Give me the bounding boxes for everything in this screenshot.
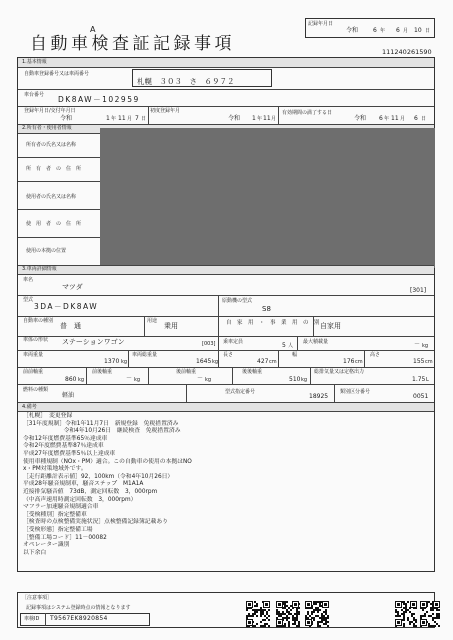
maker-label: 車名	[23, 277, 34, 283]
expiry-era: 令和	[354, 115, 367, 122]
record-date-day: 10	[414, 27, 422, 34]
max-load-unit: kg	[422, 343, 429, 349]
inspection-id-label: 車検ID	[24, 616, 40, 622]
remark-line: ［整備工場コード］11－00082	[23, 534, 107, 541]
width-unit: cm	[355, 359, 363, 365]
shape-label: 車体の形状	[23, 337, 49, 343]
engine-label: 原動機の型式	[222, 298, 253, 304]
maker-code: [301]	[410, 287, 427, 294]
fuel-label: 燃料の種類	[23, 387, 49, 393]
first-reg-month-unit: 月	[127, 116, 133, 122]
record-date-month-unit: 月	[403, 28, 409, 34]
remark-line: x・PM対策地域外です。	[23, 466, 87, 473]
remark-line: ［31年度規制］令和1年11月7日 新規登録 免税措置済み	[23, 420, 179, 427]
vehicle-weight-label: 車両重量	[23, 352, 44, 358]
kind-value: 普 通	[60, 322, 81, 330]
first-reg-month: 11	[118, 115, 126, 122]
capacity-unit: 人	[288, 343, 294, 349]
expiry-month-unit: 月	[400, 116, 406, 122]
owner-name-label: 所有者の氏名又は名称	[26, 142, 77, 148]
chassis-value: DK8AW－102959	[58, 95, 140, 104]
expiry-year-unit: 年	[384, 116, 390, 122]
first-year-year: 1	[252, 115, 256, 122]
engine-value: S8	[262, 305, 271, 313]
rear-rear-axle-label: 後後軸重	[242, 369, 263, 375]
section-1-title: 1.基本情報	[22, 59, 47, 65]
first-reg-day: 7	[135, 115, 139, 122]
section-2-title: 2.所有者・使用者情報	[22, 125, 72, 131]
vehicle-weight-value: 1370	[104, 358, 120, 365]
expiry-month: 11	[391, 115, 399, 122]
height-unit: cm	[425, 359, 433, 365]
max-load-label: 最大積載量	[303, 339, 329, 345]
designation-number-value: 18925	[309, 393, 329, 400]
front-front-axle-unit: kg	[78, 377, 85, 383]
business-use-value: 自家用	[320, 322, 341, 330]
remark-line: ［札幌］ 変更登録	[23, 413, 73, 419]
document-number: 111240261590	[382, 48, 432, 56]
category-number-value: 0051	[413, 393, 429, 400]
displacement-value: 1.75	[412, 376, 426, 383]
model-label: 型式	[23, 297, 34, 303]
record-date-year: 6	[373, 27, 377, 34]
redacted-owner-info	[100, 128, 435, 268]
remark-line: 近接排気騒音値 73dB，測定回転数 3，000rpm	[23, 489, 158, 495]
front-rear-axle-label: 前後軸重	[92, 369, 113, 375]
front-front-axle-value: 860	[65, 376, 77, 383]
front-rear-axle-unit: kg	[134, 377, 141, 383]
record-date-box	[305, 18, 435, 38]
remark-line: 令和2年度燃費基準87％達成車	[23, 443, 104, 450]
capacity-value: 5	[282, 342, 286, 349]
remark-line: ［受検種別］指定整備車	[23, 511, 87, 518]
first-year-era: 令和	[228, 115, 241, 122]
qr-code-5	[420, 601, 440, 626]
rear-front-axle-unit: kg	[205, 377, 212, 383]
maker-value: マツダ	[62, 283, 83, 291]
length-value: 427	[257, 358, 269, 365]
category-number-label: 類別区分番号	[340, 389, 371, 395]
remark-line: ［走行距離計表示値］92，100km（令和4年10月26日）	[23, 473, 174, 480]
length-label: 長さ	[223, 352, 234, 358]
first-reg-year-unit: 年	[111, 116, 117, 122]
expiry-day-unit: 日	[421, 116, 427, 122]
displacement-label: 総排気量又は定格出力	[314, 369, 365, 375]
reg-number-label: 自動車登録番号又は車両番号	[24, 71, 90, 77]
rear-front-axle-value: －	[197, 375, 204, 382]
front-rear-axle-value: －	[126, 375, 133, 382]
use-label: 用途	[147, 318, 158, 324]
qr-code-4	[395, 601, 417, 626]
rear-rear-axle-value: 510	[289, 376, 301, 383]
first-year-month-unit: 月	[271, 116, 277, 122]
fuel-value: 軽油	[62, 392, 75, 399]
width-label: 幅	[292, 352, 298, 358]
remark-line: マフラー加速騒音規制適合車	[23, 504, 99, 511]
gross-weight-value: 1645	[196, 358, 212, 365]
record-date-year-unit: 年	[380, 28, 386, 34]
qr-code-3	[305, 601, 329, 626]
use-value: 乗用	[164, 322, 178, 330]
remark-line: 平成28年騒音規制車，騒音ステップ M1A1A	[23, 481, 144, 488]
record-date-day-unit: 日	[425, 28, 431, 34]
remark-line: 令和4年10月26日 継続検査 免税措置済み	[23, 428, 181, 435]
first-reg-day-unit: 日	[141, 116, 147, 122]
record-date-era: 令和	[346, 27, 359, 34]
height-value: 155	[413, 358, 425, 365]
displacement-unit: L	[426, 377, 429, 383]
user-name-label: 使用者の氏名又は名称	[26, 194, 77, 200]
remark-line: オペレーター識別	[23, 542, 70, 549]
form-letter: A	[90, 25, 96, 34]
owner-address-label: 所 有 者 の 住 所	[26, 166, 82, 172]
length-unit: cm	[269, 359, 277, 365]
remark-line: ［検査時の点検整備実施状況］点検整備記録簿記載あり	[23, 519, 168, 526]
section-4-title: 4.備考	[22, 404, 37, 410]
gross-weight-unit: kg	[212, 359, 219, 365]
expiry-day: 6	[414, 115, 418, 122]
record-date-month: 6	[396, 27, 400, 34]
remark-line: 以下余白	[23, 549, 47, 556]
shape-value: ステーションワゴン	[62, 338, 125, 346]
record-date-label: 記録年月日	[308, 21, 334, 27]
remark-line: 使用車種規制（NOx・PM）適合。この自動車の使用の本拠はNO	[23, 458, 192, 465]
height-label: 高さ	[370, 352, 381, 358]
page-title: 自動車検査証記録事項	[30, 34, 235, 54]
first-year-year-unit: 年	[257, 116, 263, 122]
width-value: 176	[343, 358, 355, 365]
expiry-label: 有効期間の満了する日	[282, 110, 333, 116]
first-year-label: 初度登録年月	[150, 108, 181, 114]
shape-code: [003]	[202, 341, 216, 347]
section-3-title: 3.車両詳細情報	[22, 266, 57, 272]
model-value: 3DA－DK8AW	[34, 302, 99, 311]
front-front-axle-label: 前前軸重	[23, 369, 44, 375]
kind-label: 自動車の種別	[23, 318, 54, 324]
vehicle-weight-unit: kg	[121, 359, 128, 365]
capacity-label: 乗車定員	[223, 339, 244, 345]
first-year-month: 11	[263, 115, 271, 122]
remark-line: 平成27年度燃費基準5％以上達成車	[23, 451, 116, 457]
max-load-value: －	[414, 341, 421, 348]
rear-rear-axle-unit: kg	[301, 377, 308, 383]
first-reg-era: 令和	[60, 115, 73, 122]
designation-number-label: 型式指定番号	[225, 389, 256, 395]
user-address-label: 使 用 者 の 住 所	[26, 221, 82, 227]
notes-title: ［注意事項］	[22, 595, 53, 601]
inspection-id-value: T9567EK8920854	[50, 615, 108, 622]
expiry-year: 6	[379, 115, 383, 122]
rear-front-axle-label: 後前軸重	[176, 369, 197, 375]
qr-code-2	[276, 601, 299, 626]
remark-line: 令和12年度燃費基準65％達成車	[23, 435, 108, 442]
base-location-label: 使用の本拠の位置	[26, 248, 67, 254]
notes-text: 記録事項はシステム登録時点の情報となります	[26, 605, 131, 611]
first-reg-year: 1	[106, 115, 110, 122]
reg-number-value: 札幌 ３０３ さ ６９７２	[137, 77, 235, 86]
remark-line: （中高声速用時測定回転数 3，000rpm）	[23, 496, 137, 503]
chassis-label: 車台番号	[24, 92, 45, 98]
business-use-label: 自 家 用 ・ 事 業 用 の 別	[226, 320, 320, 326]
qr-code-1	[246, 601, 270, 626]
first-reg-label: 登録年月日/交付年月日	[24, 108, 76, 114]
gross-weight-label: 車両総重量	[132, 352, 158, 358]
remark-line: ［受検形態］指定整備工場	[23, 527, 93, 533]
